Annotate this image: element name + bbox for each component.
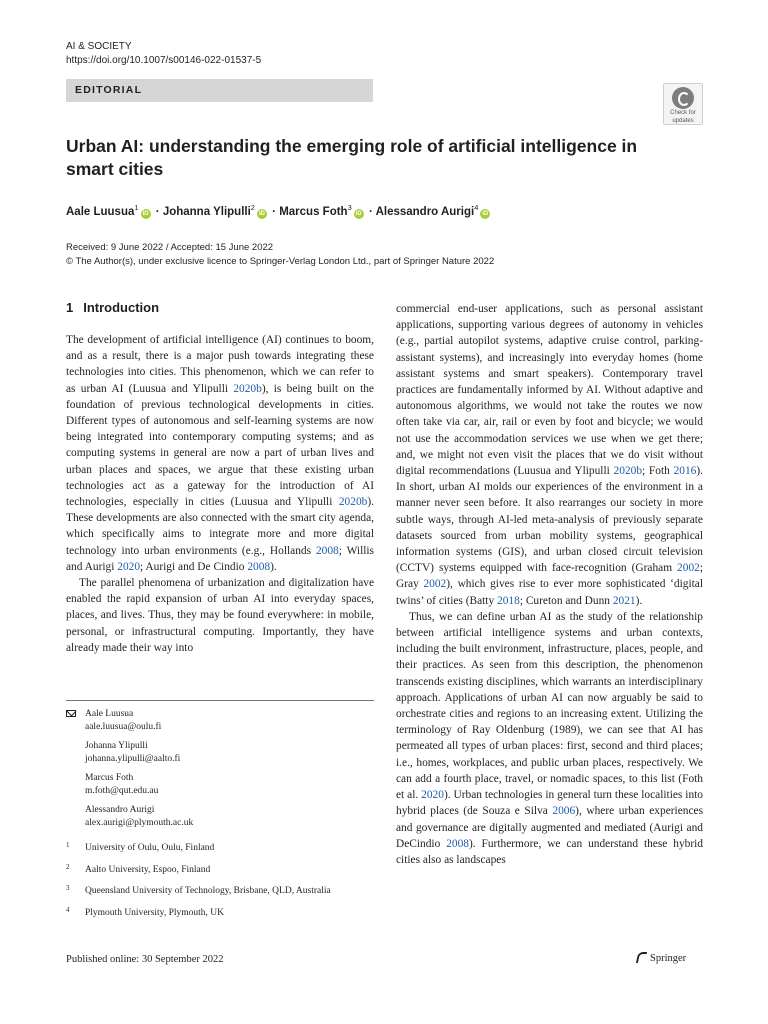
- publisher-name: Springer: [650, 953, 687, 964]
- paragraph-text: ; Cureton and Dunn: [519, 594, 613, 607]
- affiliation-entry: [66, 864, 374, 877]
- paragraph-text: Thus, we can define urban AI as the study of the relationship between artificial intelligence systems and urban contexts, including the built environment, infrastructure, places, people, and their practices. As seen from this description, the phenomenon transcends existing disciplines, which warrants an interdisciplinary approach. Applications of urban AI can now arguably be said to orchestrate cities and regions to an increasing extent. Utilizing the terminology of Ray Oldenburg (1989), we can see that AI has permeated all types of urban places: first, second and third places; i.e., homes, workplaces, and public urban places, respectively. We can add a fourth place, travel, or nomadic spaces, to this list (Foth et al.: [396, 610, 703, 802]
- paragraph-text: The development of artificial intelligence (AI) continues to boom, and as a result, there is a major push towards integrating these technologies into cities. This phenomenon, which we can refer to as urban AI (Luusua and Ylipulli: [66, 334, 374, 395]
- orcid-icon[interactable]: iD: [142, 210, 149, 217]
- citation-link[interactable]: 2020: [117, 560, 141, 573]
- paragraph-text: ).: [635, 594, 643, 607]
- paragraph-text: ), where urban experiences and governance are digitally augmented and mediated (Aurigi and DeCindio: [396, 805, 703, 850]
- contact-entry: [85, 740, 374, 765]
- affiliations-list: [66, 842, 374, 928]
- affiliation-number: 3: [66, 884, 70, 892]
- citation-link[interactable]: 2020b: [233, 382, 262, 395]
- envelope-icon: [66, 710, 76, 717]
- body-column-left: [66, 332, 374, 656]
- affiliation-text: Plymouth University, Plymouth, UK: [85, 907, 224, 918]
- citation-link[interactable]: 2006: [552, 805, 576, 818]
- affiliation-number: 2: [66, 862, 70, 871]
- paragraph-text: ). These developments are also connected with the smart city agenda, which specifically aims to integrate more and more digital technology into urban environments (e.g., Hollands: [66, 496, 374, 557]
- article-dates: [66, 241, 494, 269]
- body-paragraph: [66, 332, 374, 575]
- author-affiliation-number: 4: [474, 203, 479, 212]
- affiliation-entry: [66, 885, 374, 898]
- article-type-label: EDITORIAL: [75, 84, 143, 96]
- citation-link[interactable]: 2002: [677, 562, 700, 575]
- author-separator: ·: [368, 205, 373, 218]
- copyright-notice: © The Author(s), under exclusive licence to Springer-Verlag London Ltd., part of Springer Nature 2022: [66, 256, 495, 267]
- doi-link[interactable]: https://doi.org/10.1007/s00146-022-01537-5: [66, 55, 262, 66]
- citation-link[interactable]: 2021: [612, 594, 636, 607]
- citation-link[interactable]: 2008: [247, 560, 271, 573]
- publisher-logo[interactable]: [637, 952, 686, 964]
- published-online-date: Published online: 30 September 2022: [66, 954, 224, 965]
- body-paragraph: [396, 301, 703, 609]
- author-list: [66, 203, 492, 219]
- citation-link[interactable]: 2020b: [338, 496, 368, 509]
- received-accepted-dates: Received: 9 June 2022 / Accepted: 15 June 2022: [66, 242, 274, 253]
- author-name[interactable]: Marcus Foth: [279, 205, 348, 218]
- orcid-icon[interactable]: iD: [258, 210, 265, 217]
- author-name[interactable]: Alessandro Aurigi: [375, 205, 475, 218]
- citation-link[interactable]: 2008: [446, 837, 469, 850]
- paragraph-text: ), is being built on the foundation of previous technological developments in cities. Different types of autonomous and self-learning systems are now being integrated into contemporary computing systems; and as computing systems in general are now a part of urban lives and urban places and spaces, we argue that these existing urban technologies act as a gateway for the introduction of AI technologies, especially in cities (Luusua and Ylipulli: [66, 382, 374, 509]
- citation-link[interactable]: 2018: [497, 594, 520, 607]
- citation-link[interactable]: 2016: [673, 465, 697, 478]
- affiliation-text: University of Oulu, Oulu, Finland: [85, 843, 215, 853]
- author-affiliation-number: 3: [347, 203, 352, 212]
- affiliation-number: 1: [66, 841, 70, 849]
- orcid-icon[interactable]: iD: [355, 210, 362, 217]
- check-updates-line1: Check for: [670, 110, 696, 116]
- affiliation-text: Aalto University, Espoo, Finland: [85, 864, 211, 875]
- paragraph-text: ; Aurigi and De Cindio: [140, 560, 248, 573]
- body-paragraph: [396, 609, 703, 868]
- paragraph-text: ; Foth: [642, 465, 674, 478]
- springer-horse-icon: [636, 952, 647, 963]
- author-affiliation-number: 2: [250, 203, 255, 212]
- paragraph-text: ; Gray: [396, 562, 703, 591]
- author-affiliation-number: 1: [134, 203, 139, 212]
- contact-name: Alessandro Aurigi: [85, 805, 155, 815]
- body-column-right: [396, 301, 703, 868]
- contact-email[interactable]: aale.luusua@oulu.fi: [85, 721, 162, 732]
- orcid-icon[interactable]: iD: [482, 210, 489, 217]
- journal-header: [66, 40, 261, 68]
- contact-entry: [85, 804, 374, 829]
- paragraph-text: ; Willis and Aurigi: [66, 544, 374, 573]
- body-paragraph: The parallel phenomena of urbanization and digitalization have enabled the rapid expansion of urban AI into everyday spaces, places, and lives. Thus, they may be found everywhere: in mobile, personal, or infrastructural computing. Importantly, they have already made their way into: [66, 577, 374, 654]
- contact-email[interactable]: johanna.ylipulli@aalto.fi: [85, 753, 181, 764]
- affiliation-entry: [66, 842, 374, 855]
- paragraph-text: commercial end-user applications, such as personal assistant applications, supporting various degrees of autonomy in vehicles (e.g., partial autopilot systems, adaptive cruise control, parking-assistant systems), and increasingly into everyday homes (home assistant systems and smart speakers). Contemporary travel practices are fundamentally informed by AI. Without adaptive and autonomous algorithms, we would not take the routes we now often take via car, air, rail or even by foot and bicycle; we would not use the accommodation services we use when we get there; and, we might not even visit the places that we do visit without digital recommendations (Luusua and Ylipulli: [396, 303, 703, 478]
- author-name[interactable]: Johanna Ylipulli: [162, 205, 251, 218]
- paragraph-text: ). Furthermore, we can understand these hybrid cities also as landscapes: [396, 837, 703, 866]
- paragraph-text: ), which gives rise to ever more sophisticated ‘digital twins’ of cities (Batty: [396, 578, 703, 607]
- corresponding-authors: [66, 708, 374, 836]
- section-title: Introduction: [83, 300, 160, 315]
- paragraph-text: ). In short, urban AI molds our experiences of the environment in a manner never seen before. It also rearranges our society in more subtle ways, through AI-led meta-analysis of previously separate datasets sourced from urban mobility systems, geographical information systems (GIS), and urban closed circuit television (CCTV) systems equipped with face-recognition (Graham: [396, 465, 703, 575]
- footnote-divider: [66, 700, 374, 701]
- article-title: Urban AI: understanding the emerging role of artificial intelligence in smart cities: [66, 136, 638, 179]
- citation-link[interactable]: 2008: [315, 544, 339, 557]
- contact-name: Marcus Foth: [85, 773, 134, 783]
- affiliation-number: 4: [66, 905, 70, 914]
- paragraph-text: ). Urban technologies in general turn these localities into hybrid places (de Souza e Silva: [396, 789, 704, 818]
- citation-link[interactable]: 2020: [421, 789, 444, 802]
- check-updates-line2: updates: [672, 117, 694, 124]
- contact-name: Aale Luusua: [85, 709, 134, 719]
- contact-email[interactable]: m.foth@qut.edu.au: [85, 785, 159, 796]
- author-separator: ·: [155, 205, 160, 218]
- citation-link[interactable]: 2020b: [613, 465, 643, 478]
- check-updates-icon: [672, 87, 694, 109]
- contact-email[interactable]: alex.aurigi@plymouth.ac.uk: [85, 817, 194, 828]
- affiliation-entry: [66, 907, 374, 920]
- contact-entry: [85, 708, 374, 733]
- article-type-bar: [66, 79, 373, 102]
- contact-name: Johanna Ylipulli: [85, 741, 148, 751]
- paragraph-text: ).: [270, 560, 277, 573]
- contact-entry: [85, 772, 374, 797]
- citation-link[interactable]: 2002: [423, 578, 447, 591]
- section-heading: [66, 300, 159, 315]
- check-for-updates-button[interactable]: [663, 83, 703, 125]
- author-name[interactable]: Aale Luusua: [66, 205, 135, 218]
- journal-name: AI & SOCIETY: [66, 41, 132, 52]
- affiliation-text: Queensland University of Technology, Brisbane, QLD, Australia: [85, 886, 331, 896]
- author-separator: ·: [272, 205, 276, 218]
- section-number: 1: [66, 300, 74, 315]
